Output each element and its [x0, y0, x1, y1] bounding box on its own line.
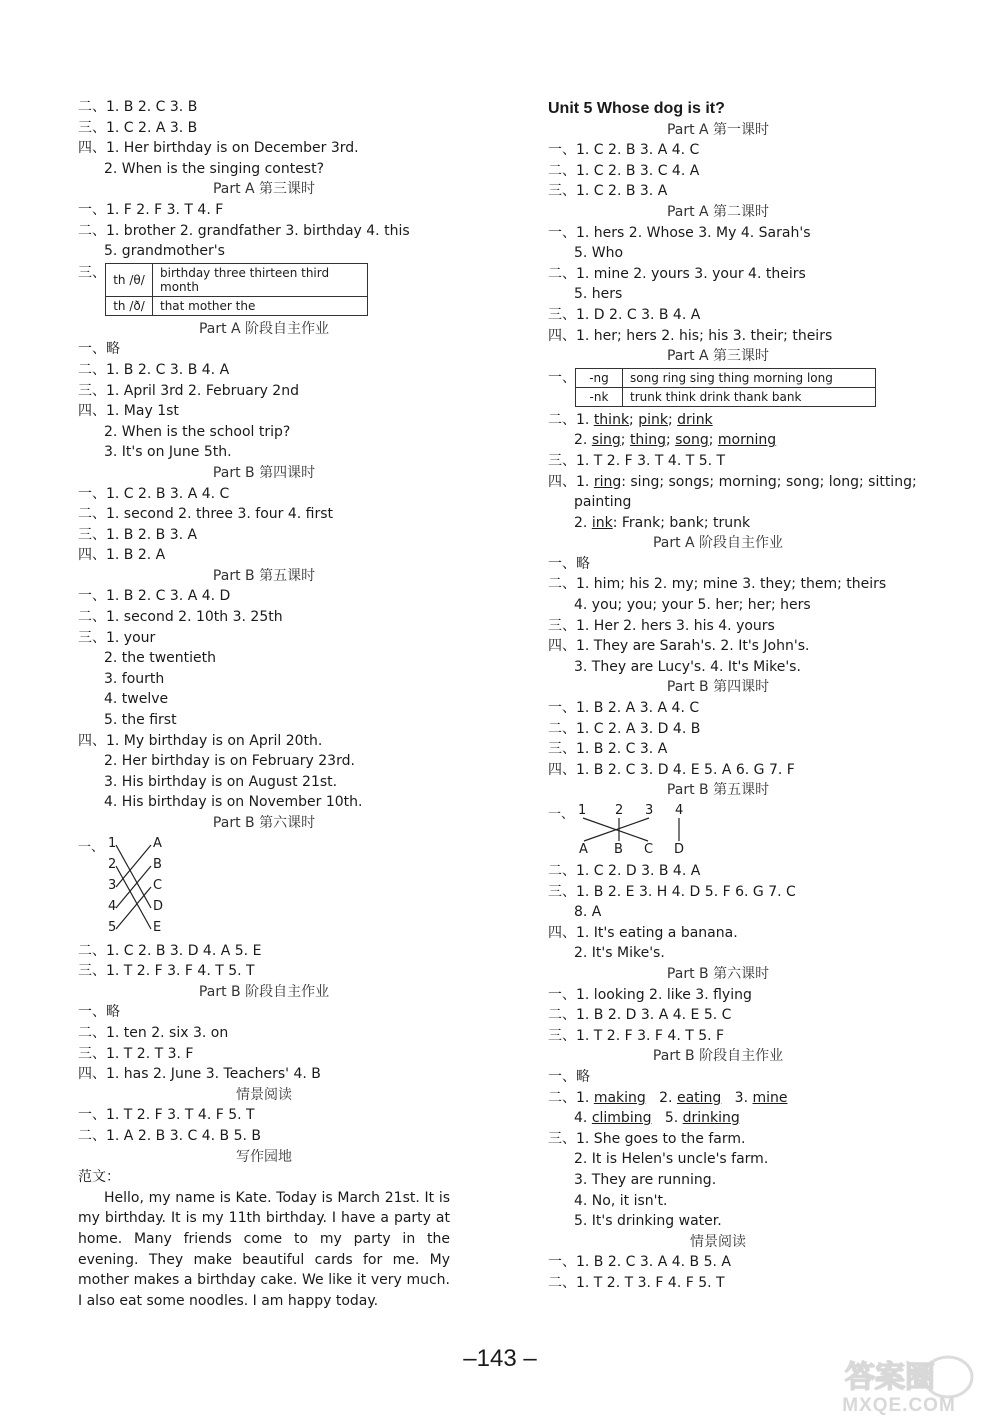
match-top-label: 4: [675, 803, 684, 818]
match-bottom-label: B: [614, 842, 623, 857]
answer-line: 2. the twentieth: [104, 650, 217, 667]
answer-line: 一、略: [548, 1068, 590, 1085]
match-left-label: 2: [108, 856, 117, 872]
match-line: [116, 887, 151, 929]
answer-prefix: 四、1.: [548, 473, 594, 490]
answer-line: 一、略: [78, 1004, 120, 1021]
section-heading: Part A 阶段自主作业: [652, 535, 784, 552]
section-heading: Part A 第一课时: [666, 121, 770, 138]
match-right-label: D: [153, 898, 164, 914]
answer-line: 四、1. Her birthday is on December 3rd.: [78, 140, 359, 157]
answer-line: 一、略: [78, 341, 120, 358]
section-heading: Part B 第五课时: [666, 782, 770, 799]
answer-line: 四、1. May 1st: [78, 403, 179, 420]
match-line: [116, 845, 151, 887]
underlined-word: song: [675, 432, 709, 449]
unit-title: Unit 5 Whose dog is it?: [548, 100, 725, 117]
match-bottom-label: A: [579, 842, 588, 857]
question-number: 一、: [548, 369, 576, 386]
answer-line: 3. They are Lucy's. 4. It's Mike's.: [574, 658, 801, 675]
phonics-words: song ring sing thing morning long: [623, 368, 876, 387]
phonics-words: [153, 263, 368, 296]
model-essay-label: 范文：: [78, 1169, 120, 1186]
question-number: 一、: [548, 807, 575, 822]
answer-line: 四、1. They are Sarah's. 2. It's John's.: [548, 638, 810, 655]
phonics-key: th /ð/: [106, 296, 153, 315]
match-right-label: E: [153, 919, 162, 935]
answer-line: 二、1. C 2. D 3. B 4. A: [548, 863, 701, 879]
answer-prefix: 2.: [574, 432, 592, 449]
left-column: [78, 97, 450, 1311]
answer-line: 3. It's on June 5th.: [104, 444, 232, 461]
watermark-logo: [820, 1353, 978, 1417]
answer-line: 三、1. your: [78, 629, 156, 646]
underlined-word: ink: [591, 514, 613, 531]
answer-line: 四、1. her; hers 2. his; his 3. their; theirs: [548, 327, 833, 344]
section-heading: Part B 第四课时: [666, 679, 770, 696]
answer-line: 三、1. C 2. B 3. A: [548, 183, 668, 200]
answer-line: 4. you; you; your 5. her; her; hers: [574, 597, 811, 614]
answer-line: 三、1. She goes to the farm.: [548, 1130, 746, 1147]
answer-line: 四、1. B 2. C 3. D 4. E 5. A 6. G 7. F: [548, 761, 795, 778]
answer-line: 二、1. T 2. T 3. F 4. F 5. T: [548, 1274, 725, 1291]
answer-line: 三、1. T 2. F 3. F 4. T 5. F: [548, 1027, 725, 1044]
match-lines: [78, 836, 178, 939]
match-left-label: 3: [108, 877, 117, 893]
answer-line: 3. They are running.: [574, 1171, 717, 1188]
section-heading: Part A 第三课时: [212, 181, 316, 198]
answer-line: 5. grandmother's: [104, 243, 225, 260]
answer-line: 二、1. brother 2. grandfather 3. birthday 4. this: [78, 222, 410, 239]
underlined-word: drinking: [682, 1110, 740, 1127]
answer-line: 二、1. B 2. D 3. A 4. E 5. C: [548, 1007, 732, 1024]
phonics-words-line: month: [160, 279, 199, 294]
watermark-site: MXQE.COM: [842, 1395, 956, 1416]
answer-line: 一、1. B 2. C 3. A 4. D: [78, 588, 231, 605]
answer-prefix: 4.: [574, 1110, 592, 1127]
answer-line: 5. It's drinking water.: [574, 1213, 722, 1230]
match-left-label: 4: [108, 898, 117, 914]
answer-line: 二、1. second 2. three 3. four 4. first: [78, 506, 334, 523]
answer-line: painting: [574, 494, 632, 511]
answer-line: 三、1. B 2. C 3. A: [548, 741, 668, 758]
answer-line: 5. Who: [574, 245, 624, 262]
answer-line: 4. His birthday is on November 10th.: [104, 794, 363, 811]
answer-line: 四、1. My birthday is on April 20th.: [78, 732, 323, 749]
answer-prefix: 2.: [574, 514, 592, 531]
section-heading: Part B 阶段自主作业: [198, 983, 330, 1000]
match-bottom-label: D: [674, 842, 685, 857]
watermark-mark: 答案圈: [845, 1360, 935, 1395]
model-essay: Hello, my name is Kate. Today is March 21st. It is my birthday. It is my 11th birthday. I have a party at home. Many friends come to my party in the evening. They make beautiful cards for me. My mother makes a birthday cake. We like it very much. I also eat some noodles. I am happy today.: [78, 1189, 450, 1309]
match-left-label: 1: [108, 835, 117, 851]
section-heading: Part B 第四课时: [212, 464, 316, 481]
underlined-word: mine: [752, 1089, 788, 1106]
answer-line: 一、1. C 2. B 3. A 4. C: [548, 142, 700, 159]
answer-line: 2. sing; thing; song; morning: [574, 432, 777, 449]
answer-text: 2.: [645, 1089, 677, 1106]
phonics-key: th /θ/: [106, 263, 153, 296]
section-heading: Part A 第三课时: [666, 348, 770, 365]
answer-line: 二、1. C 2. B 3. D 4. A 5. E: [78, 942, 262, 959]
matching-diagram: [548, 803, 888, 859]
match-top-label: 2: [615, 803, 624, 818]
answer-line: 二、1. A 2. B 3. C 4. B 5. B: [78, 1127, 262, 1144]
section-heading: Part A 阶段自主作业: [198, 320, 330, 337]
match-top-label: 3: [645, 803, 654, 818]
answer-line: 二、1. ten 2. six 3. on: [78, 1024, 229, 1041]
phonics-table: [105, 263, 368, 316]
answer-line: 三、1. C 2. A 3. B: [78, 119, 198, 136]
page-number: –143 –: [463, 1345, 537, 1372]
match-right-label: C: [153, 877, 163, 893]
answer-line: [548, 1108, 888, 1129]
section-heading: 写作园地: [236, 1148, 292, 1165]
answer-line: 二、1. C 2. B 3. C 4. A: [548, 162, 700, 179]
answer-line: 二、1. B 2. C 3. B 4. A: [78, 361, 230, 378]
answer-line: 2. When is the school trip?: [104, 423, 291, 440]
answer-line: 5. the first: [104, 712, 177, 729]
section-heading: 情景阅读: [690, 1233, 746, 1250]
match-line: [116, 866, 151, 908]
answer-line: 4. No, it isn't.: [574, 1192, 668, 1209]
answer-line: 8. A: [574, 904, 602, 921]
answer-line: 一、1. C 2. B 3. A 4. C: [78, 485, 230, 502]
answer-line: 5. hers: [574, 286, 623, 303]
underlined-word: climbing: [591, 1110, 652, 1127]
answer-line: 一、1. B 2. C 3. A 4. B 5. A: [548, 1254, 731, 1271]
underlined-word: thing: [629, 432, 666, 449]
section-heading: Part B 阶段自主作业: [652, 1048, 784, 1065]
underlined-word: ring: [593, 473, 622, 490]
answer-line: 4. twelve: [104, 691, 169, 708]
question-number: 三、: [78, 264, 106, 281]
section-heading: Part A 第二课时: [666, 203, 770, 220]
underlined-word: pink: [638, 411, 668, 428]
underlined-word: think: [593, 411, 630, 428]
phonics-table-row: [78, 263, 450, 316]
answer-line: 二、1. mine 2. yours 3. your 4. theirs: [548, 265, 806, 282]
answer-line: 一、1. looking 2. like 3. flying: [548, 986, 752, 1003]
answer-line: 3. fourth: [104, 670, 165, 687]
underlined-word: eating: [676, 1089, 722, 1106]
answer-text: 5.: [651, 1110, 683, 1127]
answer-line: 三、1. T 2. F 3. F 4. T 5. T: [78, 963, 255, 980]
phonics-words-line: birthday three thirteen third: [160, 265, 330, 280]
answer-line: 三、1. D 2. C 3. B 4. A: [548, 306, 701, 323]
answer-line: 3. His birthday is on August 21st.: [104, 773, 338, 790]
phonics-words: trunk think drink thank bank: [623, 387, 876, 406]
answer-line: 二、1. second 2. 10th 3. 25th: [78, 609, 283, 626]
answer-text: 3.: [721, 1089, 753, 1106]
answer-line: 二、1. C 2. A 3. D 4. B: [548, 720, 701, 737]
answer-line: 二、1. him; his 2. my; mine 3. they; them; theirs: [548, 576, 887, 593]
phonics-key: -nk: [576, 387, 623, 406]
answer-line: 2. Her birthday is on February 23rd.: [104, 753, 355, 770]
answer-line: 四、1. has 2. June 3. Teachers' 4. B: [78, 1066, 321, 1083]
answer-line: [548, 513, 888, 534]
answer-line: 一、略: [548, 555, 590, 572]
underlined-word: drink: [677, 411, 713, 428]
right-column: [548, 97, 917, 1293]
answer-line: 三、1. April 3rd 2. February 2nd: [78, 382, 299, 399]
answer-line: 2. When is the singing contest?: [104, 160, 325, 177]
answer-line: 三、1. T 2. F 3. T 4. T 5. T: [548, 452, 726, 469]
section-heading: Part B 第六课时: [666, 965, 770, 982]
answer-line: 一、1. B 2. A 3. A 4. C: [548, 700, 700, 717]
answer-line: 三、1. B 2. E 3. H 4. D 5. F 6. G 7. C: [548, 883, 796, 900]
answer-line: 四、1. B 2. A: [78, 547, 166, 564]
matching-diagram: [78, 836, 450, 939]
answer-line: 2. It's Mike's.: [574, 945, 665, 962]
answer-line: [548, 472, 917, 493]
section-heading: 情景阅读: [236, 1086, 292, 1103]
underlined-word: morning: [717, 432, 777, 449]
answer-prefix: 二、1.: [548, 1089, 594, 1106]
question-number: 一、: [78, 839, 105, 855]
answer-line: 三、1. Her 2. hers 3. his 4. yours: [548, 617, 775, 634]
answer-prefix: 二、1.: [548, 411, 594, 428]
answer-text: : sing; songs; morning; song; long; sitting;: [621, 473, 917, 490]
phonics-key: -ng: [576, 368, 623, 387]
underlined-word: making: [593, 1089, 646, 1106]
phonics-table: [575, 368, 876, 407]
phonics-words: that mother the: [153, 296, 368, 315]
phonics-table-row: [548, 368, 888, 407]
answer-line: 二、1. B 2. C 3. B: [78, 99, 198, 115]
answer-line: 二、1. think; pink; drink: [548, 411, 713, 428]
match-top-label: 1: [578, 803, 587, 818]
answer-line: 四、1. It's eating a banana.: [548, 924, 738, 941]
match-right-label: B: [153, 856, 162, 872]
answer-line: 2. It is Helen's uncle's farm.: [574, 1151, 769, 1168]
answer-line: 三、1. T 2. T 3. F: [78, 1045, 194, 1062]
underlined-word: sing: [591, 432, 621, 449]
answer-line: 一、1. F 2. F 3. T 4. F: [78, 201, 224, 218]
answer-text: : Frank; bank; trunk: [612, 514, 751, 531]
match-lines: [548, 803, 698, 859]
section-heading: Part B 第六课时: [212, 815, 316, 831]
answer-line: 一、1. T 2. F 3. T 4. F 5. T: [78, 1107, 255, 1124]
section-heading: Part B 第五课时: [212, 567, 316, 584]
answer-line: [548, 1088, 888, 1109]
match-bottom-label: C: [644, 842, 654, 857]
answer-line: 一、1. hers 2. Whose 3. My 4. Sarah's: [548, 224, 811, 241]
answer-line: 三、1. B 2. B 3. A: [78, 526, 198, 543]
match-left-label: 5: [108, 919, 117, 935]
match-right-label: A: [153, 835, 162, 851]
